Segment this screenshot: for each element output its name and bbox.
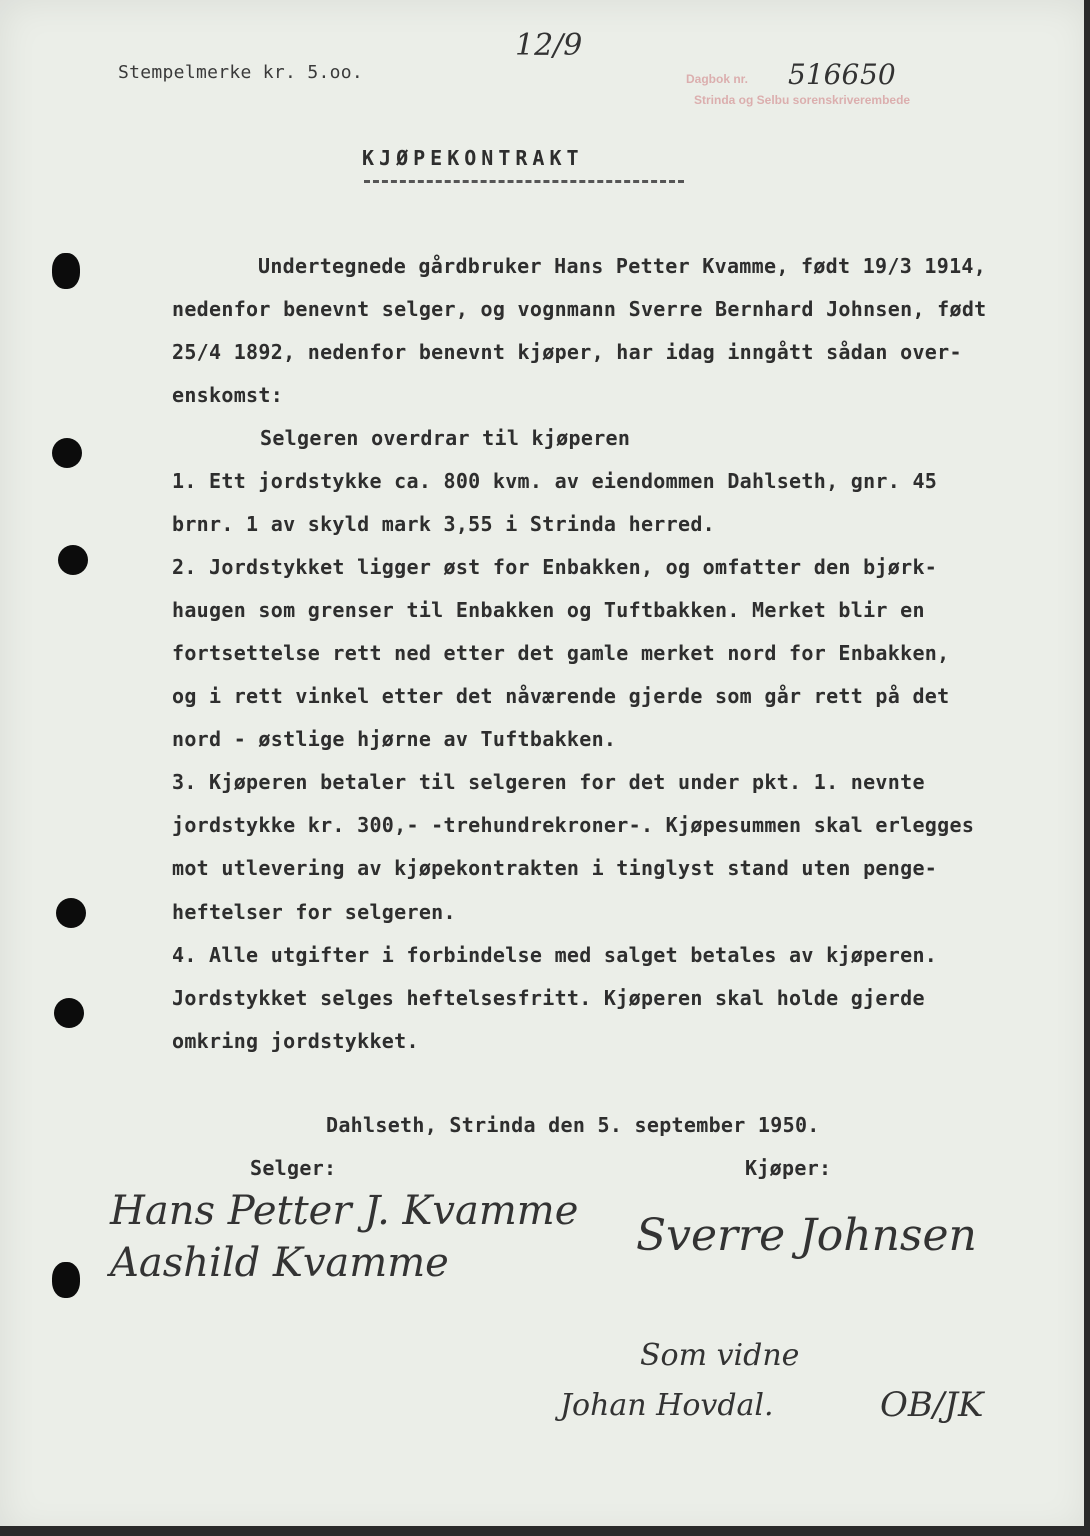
registry-stamp-line1: Dagbok nr. (686, 72, 749, 86)
transfer-subheading: Selgeren overdrar til kjøperen (260, 426, 631, 450)
punch-hole-1 (52, 253, 80, 289)
stamp-fee-line: Stempelmerke kr. 5.oo. (118, 62, 364, 83)
punch-hole-4 (56, 898, 86, 928)
registry-stamp-line2: Strinda og Selbu sorenskriverembede (694, 93, 911, 107)
buyer-signature: Sverre Johnsen (636, 1210, 977, 1261)
punch-hole-6 (52, 1262, 80, 1298)
clause-line-10: mot utlevering av kjøpekontrakten i tinglyst stand uten penge- (172, 856, 938, 880)
intro-line-2: nedenfor benevnt selger, og vognmann Sverre Bernhard Johnsen, født (172, 297, 987, 321)
clause-line-11: heftelser for selgeren. (172, 900, 456, 924)
clause-line-13: Jordstykket selges heftelsesfritt. Kjøperen skal holde gjerde (172, 986, 925, 1010)
clause-line-4: haugen som grenser til Enbakken og Tuftbakken. Merket blir en (172, 598, 925, 622)
clause-line-8: 3. Kjøperen betaler til selgeren for det under pkt. 1. nevnte (172, 770, 925, 794)
registry-number: 5166 (788, 58, 860, 91)
intro-line-3: 25/4 1892, nedenfor benevnt kjøper, har idag inngått sådan over- (172, 340, 962, 364)
scan-edge-bottom (0, 1526, 1090, 1536)
clause-line-5: fortsettelse rett ned etter det gamle merket nord for Enbakken, (172, 641, 950, 665)
clause-line-2: brnr. 1 av skyld mark 3,55 i Strinda herred. (172, 512, 716, 536)
witness-signature: Johan Hovdal. (560, 1388, 774, 1423)
clause-line-1: 1. Ett jordstykke ca. 800 kvm. av eiendommen Dahlseth, gnr. 45 (172, 469, 938, 493)
clause-line-7: nord - østlige hjørne av Tuftbakken. (172, 727, 617, 751)
intro-line-4: enskomst: (172, 383, 284, 407)
punch-hole-5 (54, 998, 84, 1028)
clause-line-14: omkring jordstykket. (172, 1029, 419, 1053)
punch-hole-2 (52, 438, 82, 468)
title-underline (364, 180, 684, 183)
handwritten-date-note: 12/9 (515, 28, 583, 63)
registry-year: 50 (860, 58, 896, 91)
initials-signature: OB/JK (880, 1385, 984, 1425)
clause-line-3: 2. Jordstykket ligger øst for Enbakken, og omfatter den bjørk- (172, 555, 938, 579)
punch-hole-3 (58, 545, 88, 575)
intro-line-1: Undertegnede gårdbruker Hans Petter Kvamme, født 19/3 1914, (258, 254, 987, 278)
seller-signature-1: Hans Petter J. Kvamme (110, 1188, 579, 1234)
clause-line-9: jordstykke kr. 300,- -trehundrekroner-. Kjøpesummen skal erlegges (172, 813, 975, 837)
seller-label: Selger: (250, 1156, 337, 1180)
witness-heading: Som vidne (640, 1338, 800, 1373)
scan-edge-right (1084, 0, 1090, 1536)
clause-line-12: 4. Alle utgifter i forbindelse med salget betales av kjøperen. (172, 943, 938, 967)
clause-line-6: og i rett vinkel etter det nåværende gjerde som går rett på det (172, 684, 950, 708)
buyer-label: Kjøper: (745, 1156, 832, 1180)
place-and-date: Dahlseth, Strinda den 5. september 1950. (326, 1113, 820, 1137)
document-title: KJØPEKONTRAKT (362, 146, 584, 170)
seller-signature-2: Aashild Kvamme (110, 1240, 449, 1286)
